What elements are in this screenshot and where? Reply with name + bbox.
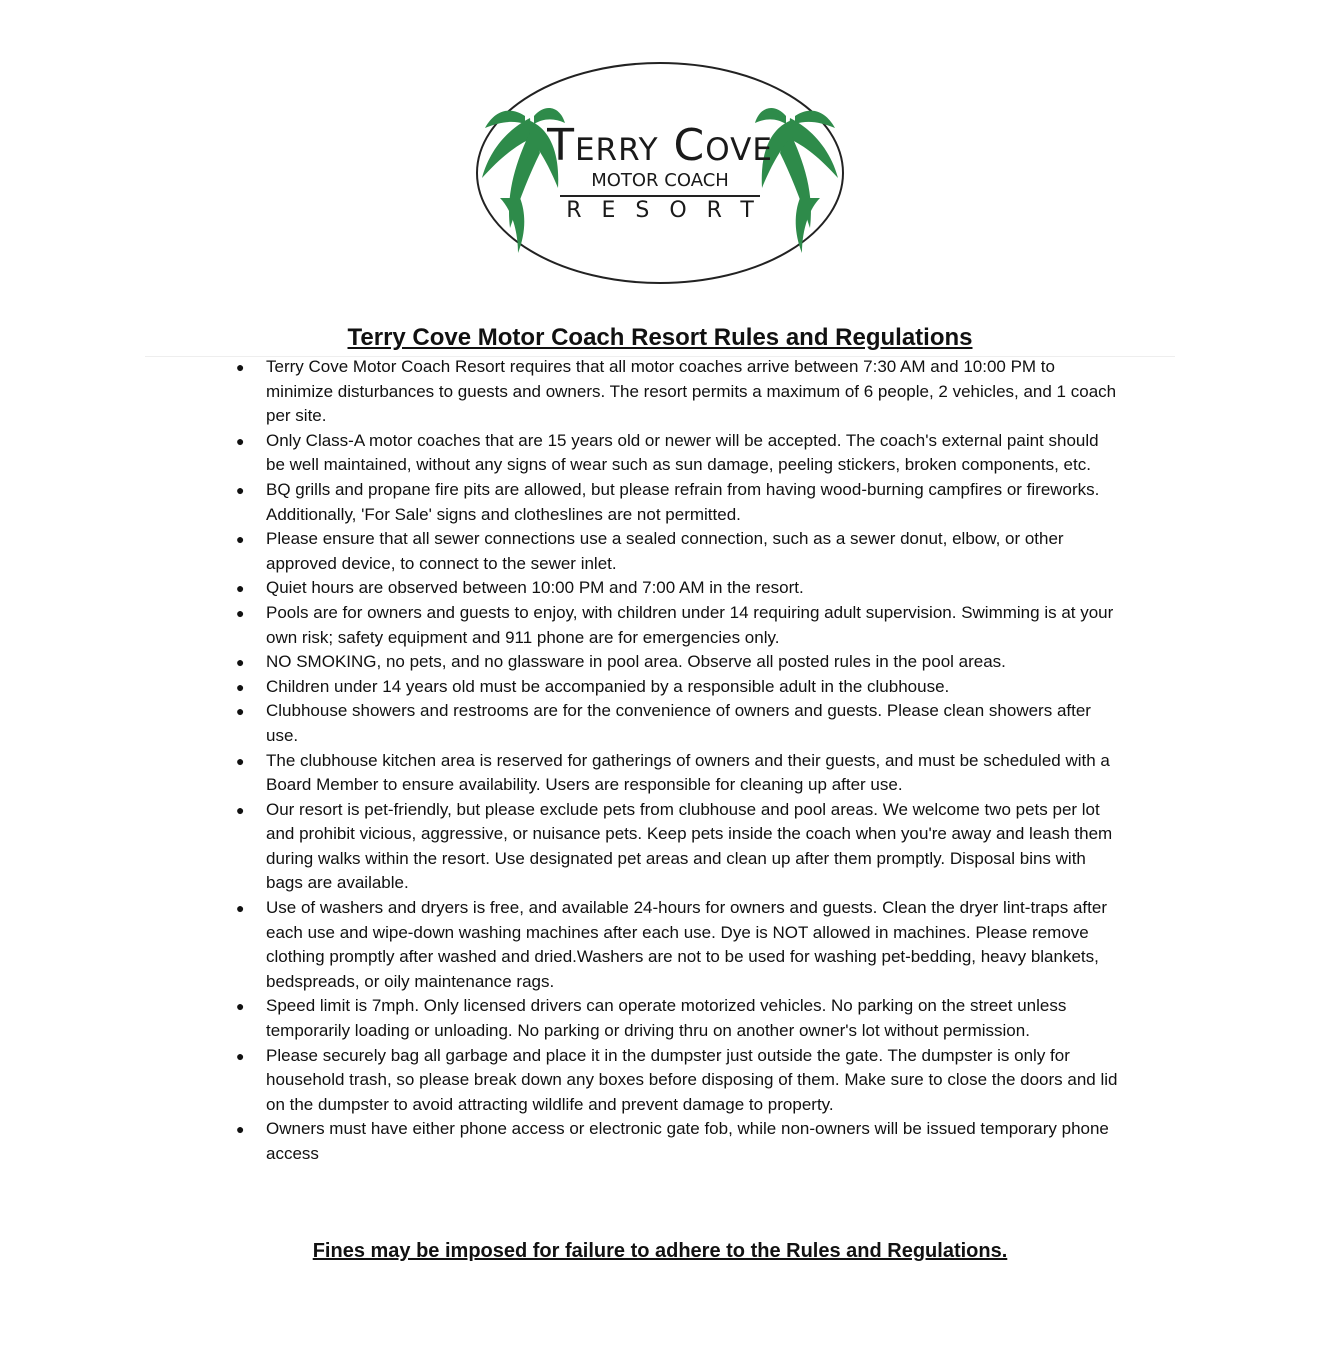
rule-text: NO SMOKING, no pets, and no glassware in pool area. Observe all posted rules in the pool areas. — [266, 652, 1006, 672]
bullet-icon: ● — [236, 481, 245, 498]
bullet-icon: ● — [236, 359, 245, 375]
rule-text: Clubhouse showers and restrooms are for the convenience of owners and guests. Please clean showers after use. — [266, 701, 1091, 745]
list-item — [232, 675, 1120, 700]
list-item — [232, 699, 1120, 748]
rule-text: Owners must have either phone access or electronic gate fob, while non-owners will be issued temporary phone access — [266, 1119, 1109, 1163]
bullet-icon: ● — [236, 432, 245, 449]
rule-text: Pools are for owners and guests to enjoy, with children under 14 requiring adult supervision. Swimming is at your own risk; safety equipment and 911 phone are for emergencies only. — [266, 602, 1114, 647]
fines-notice: Fines may be imposed for failure to adhere to the Rules and Regulations. — [312, 1240, 1008, 1262]
logo-subtitle: MOTOR COACH — [591, 170, 729, 191]
rule-text: Only Class-A motor coaches that are 15 years old or newer will be accepted. The coach's external paint should be well maintained, without any signs of wear such as sun damage, peeling stickers, broken components, etc. — [266, 430, 1099, 475]
list-item — [232, 429, 1120, 478]
list-item — [232, 601, 1120, 650]
rule-text: Children under 14 years old must be accompanied by a responsible adult in the clubhouse. — [266, 676, 950, 696]
rule-text: Please ensure that all sewer connections use a sealed connection, such as a sewer donut, elbow, or other approved device, to connect to the sewer inlet. — [266, 529, 1064, 573]
rule-text: Speed limit is 7mph. Only licensed drivers can operate motorized vehicles. No parking on the street unless temporarily loading or unloading. No parking or driving thru on another owner's lot without permission. — [266, 996, 1067, 1041]
list-item — [232, 478, 1120, 527]
rule-text: The clubhouse kitchen area is reserved for gatherings of owners and their guests, and must be scheduled with a Board Member to ensure availability. Users are responsible for cleaning up after use. — [266, 750, 1110, 795]
rule-text: Quiet hours are observed between 10:00 PM and 7:00 AM in the resort. — [266, 578, 804, 598]
rule-text: BQ grills and propane fire pits are allowed, but please refrain from having wood-burning campfires or fireworks. Additionally, 'For Sale' signs and clotheslines are not permitted. — [266, 479, 1100, 524]
logo-resort: RESORT — [566, 198, 774, 223]
rule-text: Please securely bag all garbage and place it in the dumpster just outside the gate. The dumpster is only for household trash, so please break down any boxes before disposing of them. Make sure to close the doors and lid on the dumpster to avoid attracting wildlife and prevent damage to property. — [266, 1045, 1118, 1114]
logo-name: Terry Cove — [547, 120, 773, 171]
list-item — [232, 896, 1120, 994]
bullet-icon: ● — [236, 801, 245, 818]
bullet-icon: ● — [236, 580, 245, 597]
rule-text: Use of washers and dryers is free, and available 24-hours for owners and guests. Clean the dryer lint-traps after each use and wipe-down washing machines after each use. Dye is NOT allowed in machines. Please remove clothing promptly after washed and dried.Washers are not to be used for washing pet-bedding, heavy blankets, bedspreads, or oily maintenance rags. — [266, 898, 1107, 991]
list-item — [232, 798, 1120, 896]
list-item — [232, 1117, 1120, 1166]
page-title: Terry Cove Motor Coach Resort Rules and Regulations — [347, 324, 973, 351]
list-item — [232, 527, 1120, 576]
bullet-icon: ● — [236, 998, 245, 1015]
bullet-icon: ● — [236, 752, 245, 769]
bullet-icon: ● — [236, 1121, 245, 1138]
rule-text: Our resort is pet-friendly, but please exclude pets from clubhouse and pool areas. We welcome two pets per lot and prohibit vicious, aggressive, or nuisance pets. Keep pets inside the coach when you're away and leash them during walks within the resort. Use designated pet areas and clean up after them promptly. Disposal bins with bags are available. — [266, 799, 1113, 893]
list-item — [232, 576, 1120, 601]
bullet-icon: ● — [236, 654, 245, 671]
bullet-icon: ● — [236, 900, 245, 917]
list-item — [232, 650, 1120, 675]
bullet-icon: ● — [236, 678, 245, 695]
list-item — [232, 994, 1120, 1043]
logo-divider — [560, 195, 760, 197]
bullet-icon: ● — [236, 1047, 245, 1064]
list-item — [232, 749, 1120, 798]
list-item — [232, 1044, 1120, 1118]
rule-text: Terry Cove Motor Coach Resort requires that all motor coaches arrive between 7:30 AM and 10:00 PM to minimize disturbances to guests and owners. The resort permits a maximum of 6 people, 2 vehicles, and 1 coach per site. — [266, 357, 1117, 426]
list-item — [232, 355, 1120, 429]
bullet-icon: ● — [236, 703, 245, 720]
bullet-icon: ● — [236, 531, 245, 548]
bullet-icon: ● — [236, 604, 245, 621]
rules-list — [232, 355, 1120, 1167]
resort-logo — [470, 58, 850, 288]
